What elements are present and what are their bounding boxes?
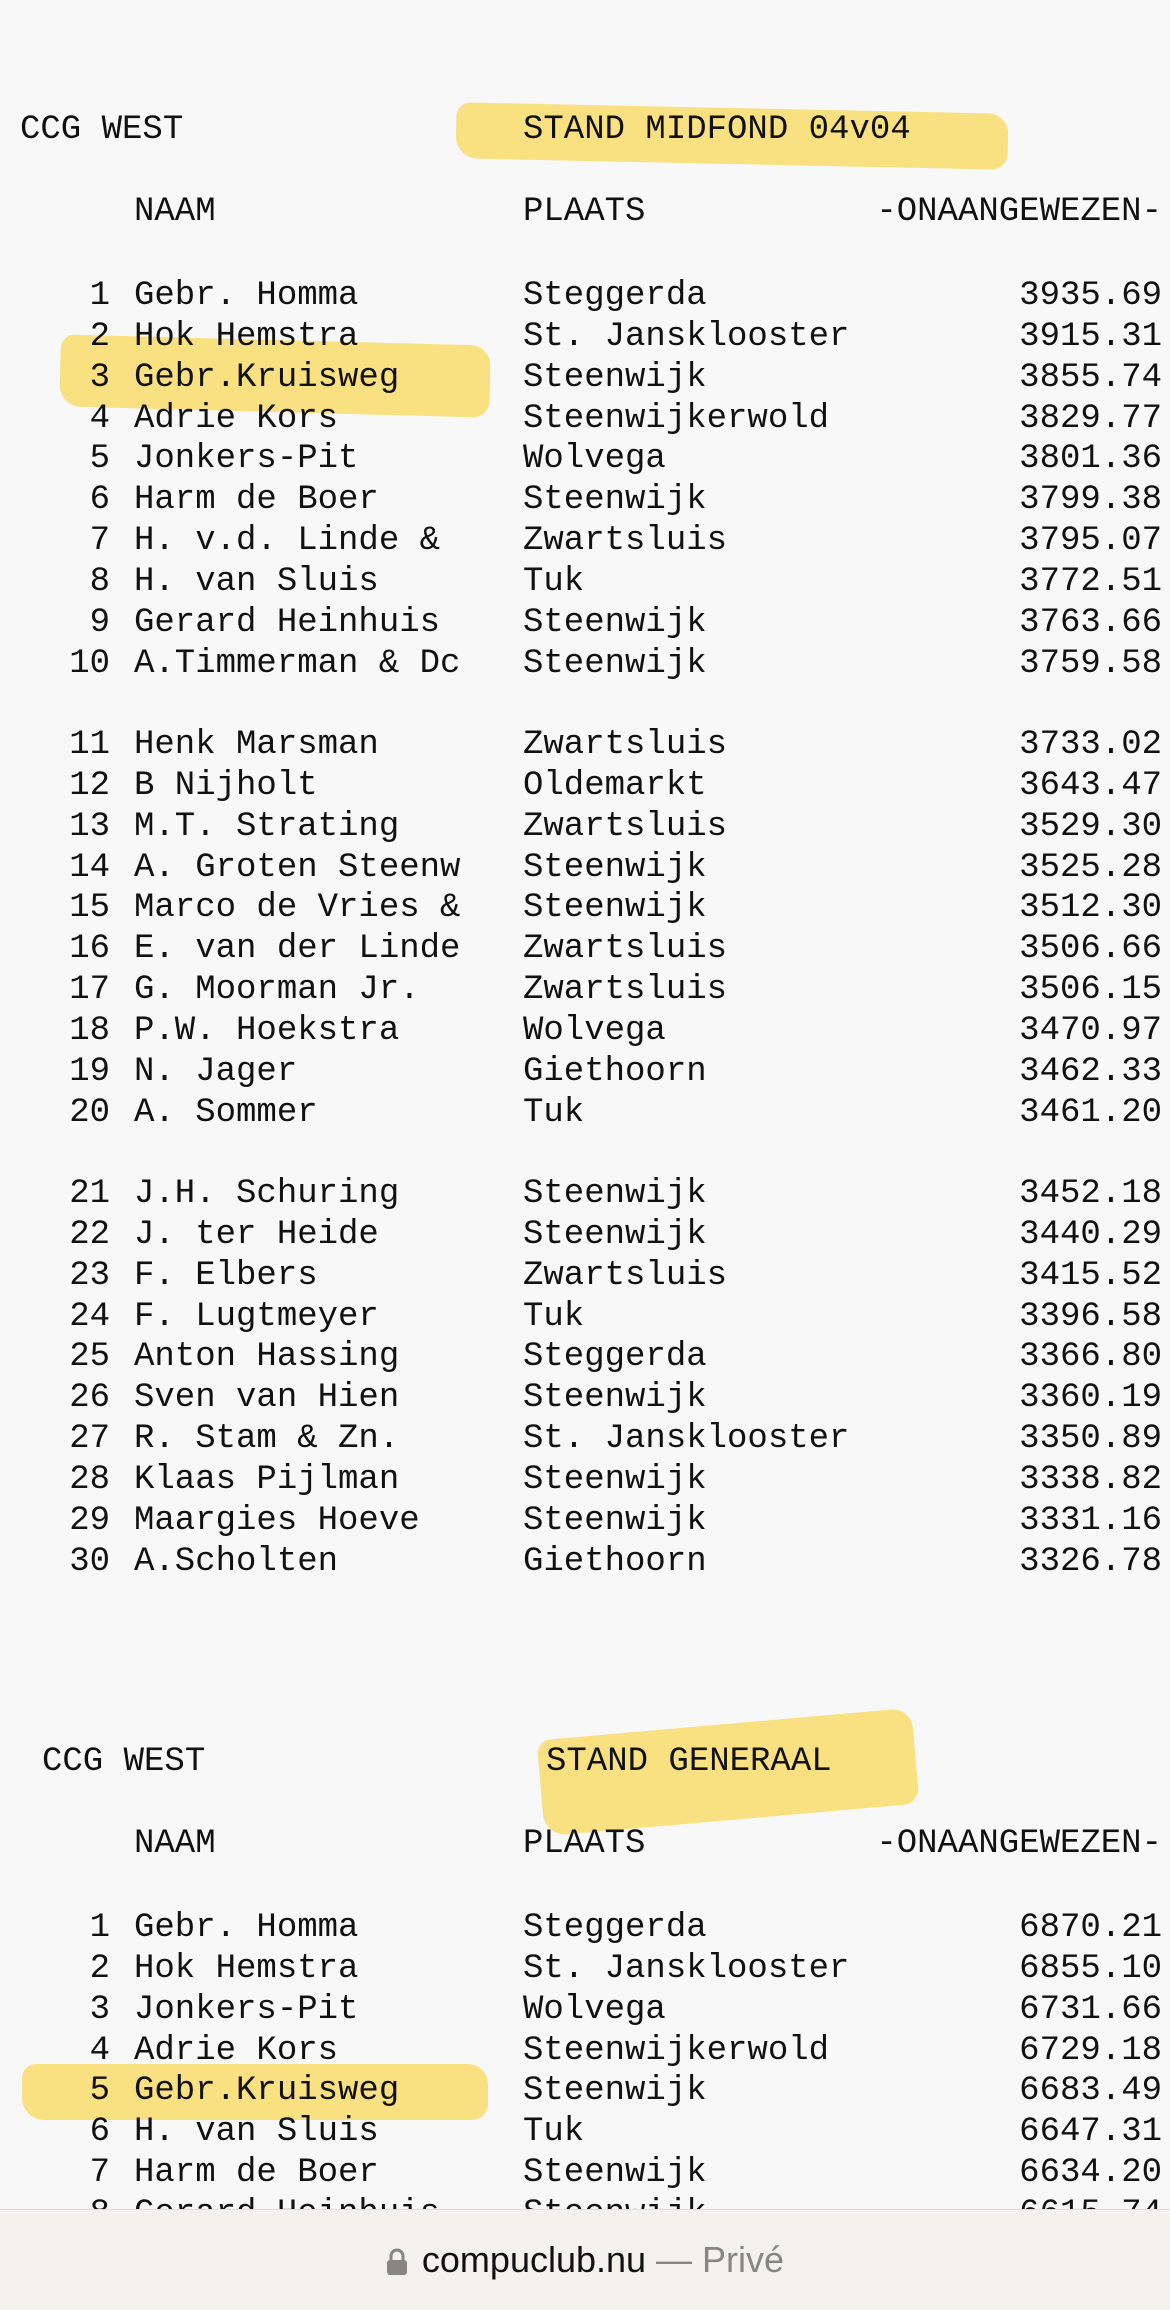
rank-cell: 21: [69, 1175, 110, 1213]
place-cell: Steenwijk: [523, 1460, 707, 1499]
place-cell: Steggerda: [523, 277, 707, 315]
rank-cell: 7: [89, 2154, 110, 2193]
club-name: CCG WEST: [20, 111, 184, 149]
name-cell: P.W. Hoekstra: [134, 1011, 400, 1050]
rank-cell: 1: [89, 277, 110, 315]
rank-cell: 17: [69, 971, 110, 1010]
rank-cell: 27: [69, 1420, 110, 1459]
score-cell: 3733.02: [1019, 726, 1162, 764]
rank-cell: 29: [69, 1501, 110, 1540]
name-cell: Harm de Boer: [134, 2154, 379, 2193]
column-headers: [0, 1824, 1170, 1864]
name-cell: F. Lugtmeyer: [134, 1297, 379, 1336]
site-domain: compuclub.nu: [421, 2239, 647, 2280]
rank-cell: 10: [69, 644, 110, 683]
place-cell: Steenwijk: [523, 1175, 707, 1213]
rank-cell: 15: [69, 889, 110, 928]
name-cell: Gerard Heinhuis: [134, 603, 441, 642]
place-cell: Steenwijkerwold: [523, 399, 830, 438]
rank-cell: 14: [69, 848, 110, 887]
place-cell: Wolvega: [523, 1011, 666, 1050]
name-cell: B Nijholt: [134, 766, 318, 805]
table-row: [0, 439, 1170, 479]
table-row: [0, 399, 1170, 439]
score-cell: 3799.38: [1019, 481, 1162, 520]
rank-cell: 25: [69, 1338, 110, 1377]
name-cell: Jonkers-Pit: [134, 1990, 359, 2029]
section-title: STAND GENERAAL: [546, 1743, 832, 1781]
column-header-place: PLAATS: [523, 1825, 646, 1863]
name-cell: Klaas Pijlman: [134, 1460, 400, 1499]
name-cell: G. Moorman Jr.: [134, 971, 420, 1010]
table-row: [0, 1949, 1170, 1989]
rank-cell: 26: [69, 1379, 110, 1418]
table-row: [0, 970, 1170, 1010]
score-cell: 3440.29: [1019, 1215, 1162, 1254]
name-cell: H. v.d. Linde &: [134, 522, 441, 561]
score-cell: 3915.31: [1019, 317, 1162, 356]
rank-cell: 4: [89, 2031, 110, 2070]
table-row: [0, 358, 1170, 398]
table-row: [0, 1908, 1170, 1948]
browser-address-bar[interactable]: [0, 2209, 1170, 2310]
table-row: [0, 888, 1170, 928]
place-cell: Steggerda: [523, 1909, 707, 1947]
rank-cell: 6: [89, 481, 110, 520]
name-cell: Gebr.Kruisweg: [134, 358, 400, 397]
rank-cell: 20: [69, 1093, 110, 1132]
rank-cell: 3: [89, 1990, 110, 2029]
rank-cell: 23: [69, 1256, 110, 1295]
private-mode-label: Privé: [702, 2239, 785, 2280]
score-cell: 3470.97: [1019, 1011, 1162, 1050]
column-headers: [0, 192, 1170, 232]
section-title: STAND MIDFOND 04v04: [523, 111, 911, 149]
score-cell: 3512.30: [1019, 889, 1162, 928]
table-row: [0, 521, 1170, 561]
score-cell: 3643.47: [1019, 766, 1162, 805]
place-cell: Steenwijk: [523, 1215, 707, 1254]
name-cell: F. Elbers: [134, 1256, 318, 1295]
column-header-name: NAAM: [134, 193, 216, 231]
place-cell: Giethoorn: [523, 1542, 707, 1581]
place-cell: Steenwijk: [523, 481, 707, 520]
table-row: [0, 1215, 1170, 1255]
column-header-score: -ONAANGEWEZEN-: [876, 193, 1162, 231]
name-cell: Gebr. Homma: [134, 1909, 359, 1947]
place-cell: Steenwijk: [523, 1379, 707, 1418]
table-row: [0, 929, 1170, 969]
place-cell: St. Jansklooster: [523, 1949, 850, 1988]
rank-cell: 16: [69, 930, 110, 969]
place-cell: Tuk: [523, 1297, 585, 1336]
place-cell: Steenwijk: [523, 603, 707, 642]
table-row: [0, 1297, 1170, 1337]
place-cell: St. Jansklooster: [523, 317, 850, 356]
name-cell: Marco de Vries &: [134, 889, 461, 928]
place-cell: Steggerda: [523, 1338, 707, 1377]
score-cell: 3763.66: [1019, 603, 1162, 642]
name-cell: Gebr.Kruisweg: [134, 2072, 400, 2111]
rank-cell: 11: [69, 726, 110, 764]
score-cell: 6870.21: [1019, 1909, 1162, 1947]
score-cell: 3461.20: [1019, 1093, 1162, 1132]
place-cell: Zwartsluis: [523, 971, 728, 1010]
table-row: [0, 1501, 1170, 1541]
score-cell: 3759.58: [1019, 644, 1162, 683]
rank-cell: 7: [89, 522, 110, 561]
name-cell: Jonkers-Pit: [134, 440, 359, 479]
place-cell: Steenwijk: [523, 1501, 707, 1540]
score-cell: 3350.89: [1019, 1420, 1162, 1459]
table-row: [0, 317, 1170, 357]
rank-cell: 8: [89, 562, 110, 601]
name-cell: M.T. Strating: [134, 807, 400, 846]
table-row: [0, 807, 1170, 847]
score-cell: 3326.78: [1019, 1542, 1162, 1581]
score-cell: 3506.15: [1019, 971, 1162, 1010]
score-cell: 6647.31: [1019, 2113, 1162, 2152]
score-cell: 6729.18: [1019, 2031, 1162, 2070]
rank-cell: 24: [69, 1297, 110, 1336]
place-cell: Zwartsluis: [523, 930, 728, 969]
score-cell: 3525.28: [1019, 848, 1162, 887]
table-row: [0, 644, 1170, 684]
rank-cell: 5: [89, 440, 110, 479]
table-row: [0, 1542, 1170, 1582]
name-cell: Adrie Kors: [134, 2031, 339, 2070]
rank-cell: 1: [89, 1909, 110, 1947]
table-row: [0, 603, 1170, 643]
score-cell: 3396.58: [1019, 1297, 1162, 1336]
name-cell: A. Sommer: [134, 1093, 318, 1132]
rank-cell: 5: [89, 2072, 110, 2111]
table-row: [0, 725, 1170, 765]
column-header-name: NAAM: [134, 1825, 216, 1863]
section-header: [0, 1742, 1170, 1782]
score-cell: 3855.74: [1019, 358, 1162, 397]
name-cell: H. van Sluis: [134, 2113, 379, 2152]
place-cell: Zwartsluis: [523, 807, 728, 846]
score-cell: 3801.36: [1019, 440, 1162, 479]
score-cell: 3331.16: [1019, 1501, 1162, 1540]
name-cell: N. Jager: [134, 1052, 298, 1091]
rank-cell: 13: [69, 807, 110, 846]
score-cell: 3795.07: [1019, 522, 1162, 561]
place-cell: Zwartsluis: [523, 522, 728, 561]
name-cell: R. Stam & Zn.: [134, 1420, 400, 1459]
name-cell: Maargies Hoeve: [134, 1501, 420, 1540]
separator: —: [656, 2239, 693, 2280]
score-cell: 3935.69: [1019, 277, 1162, 315]
name-cell: A. Groten Steenw: [134, 848, 461, 887]
table-row: [0, 562, 1170, 602]
lock-icon: [386, 2248, 408, 2276]
score-cell: 6683.49: [1019, 2072, 1162, 2111]
score-cell: 3338.82: [1019, 1460, 1162, 1499]
table-row: [0, 848, 1170, 888]
table-row: [0, 1378, 1170, 1418]
name-cell: J.H. Schuring: [134, 1175, 400, 1213]
name-cell: H. van Sluis: [134, 562, 379, 601]
table-row: [0, 276, 1170, 316]
table-row: [0, 1011, 1170, 1051]
name-cell: Adrie Kors: [134, 399, 339, 438]
name-cell: Gebr. Homma: [134, 277, 359, 315]
score-cell: 3452.18: [1019, 1175, 1162, 1213]
table-row: [0, 1174, 1170, 1214]
table-row: [0, 1990, 1170, 2030]
rank-cell: 6: [89, 2113, 110, 2152]
table-row: [0, 1460, 1170, 1500]
table-row: [0, 1093, 1170, 1133]
score-cell: 6731.66: [1019, 1990, 1162, 2029]
table-row: [0, 1052, 1170, 1092]
place-cell: Oldemarkt: [523, 766, 707, 805]
score-cell: 3506.66: [1019, 930, 1162, 969]
name-cell: Sven van Hien: [134, 1379, 400, 1418]
score-cell: 3366.80: [1019, 1338, 1162, 1377]
name-cell: Anton Hassing: [134, 1338, 400, 1377]
score-cell: 3829.77: [1019, 399, 1162, 438]
rank-cell: 2: [89, 317, 110, 356]
rank-cell: 18: [69, 1011, 110, 1050]
place-cell: Steenwijk: [523, 358, 707, 397]
score-cell: 6634.20: [1019, 2154, 1162, 2193]
place-cell: Zwartsluis: [523, 1256, 728, 1295]
rank-cell: 2: [89, 1949, 110, 1988]
place-cell: Giethoorn: [523, 1052, 707, 1091]
table-row: [0, 1337, 1170, 1377]
place-cell: Tuk: [523, 1093, 585, 1132]
rank-cell: 4: [89, 399, 110, 438]
column-header-place: PLAATS: [523, 193, 646, 231]
table-row: [0, 480, 1170, 520]
table-row: [0, 2153, 1170, 2193]
place-cell: Steenwijk: [523, 644, 707, 683]
score-cell: 3772.51: [1019, 562, 1162, 601]
name-cell: Henk Marsman: [134, 726, 379, 764]
table-row: [0, 1419, 1170, 1459]
rank-cell: 12: [69, 766, 110, 805]
rank-cell: 22: [69, 1215, 110, 1254]
rank-cell: 19: [69, 1052, 110, 1091]
score-cell: 3415.52: [1019, 1256, 1162, 1295]
table-row: [0, 2071, 1170, 2111]
table-row: [0, 2112, 1170, 2152]
rank-cell: 3: [89, 358, 110, 397]
section-header: [0, 110, 1170, 150]
name-cell: E. van der Linde: [134, 930, 461, 969]
rank-cell: 9: [89, 603, 110, 642]
score-cell: 3529.30: [1019, 807, 1162, 846]
score-cell: 3360.19: [1019, 1379, 1162, 1418]
place-cell: Steenwijk: [523, 889, 707, 928]
table-row: [0, 766, 1170, 806]
place-cell: Steenwijk: [523, 848, 707, 887]
place-cell: Steenwijkerwold: [523, 2031, 830, 2070]
rank-cell: 30: [69, 1542, 110, 1581]
place-cell: St. Jansklooster: [523, 1420, 850, 1459]
rank-cell: 28: [69, 1460, 110, 1499]
name-cell: A.Timmerman & Dc: [134, 644, 461, 683]
place-cell: Wolvega: [523, 440, 666, 479]
place-cell: Steenwijk: [523, 2072, 707, 2111]
place-cell: Steenwijk: [523, 2154, 707, 2193]
place-cell: Tuk: [523, 2113, 585, 2152]
column-header-score: -ONAANGEWEZEN-: [876, 1825, 1162, 1863]
place-cell: Zwartsluis: [523, 726, 728, 764]
club-name: CCG WEST: [42, 1743, 206, 1781]
name-cell: Hok Hemstra: [134, 317, 359, 356]
name-cell: Hok Hemstra: [134, 1949, 359, 1988]
name-cell: J. ter Heide: [134, 1215, 379, 1254]
place-cell: Tuk: [523, 562, 585, 601]
table-row: [0, 1256, 1170, 1296]
table-row: [0, 2031, 1170, 2071]
name-cell: Harm de Boer: [134, 481, 379, 520]
score-cell: 3462.33: [1019, 1052, 1162, 1091]
score-cell: 6855.10: [1019, 1949, 1162, 1988]
name-cell: A.Scholten: [134, 1542, 339, 1581]
place-cell: Wolvega: [523, 1990, 666, 2029]
